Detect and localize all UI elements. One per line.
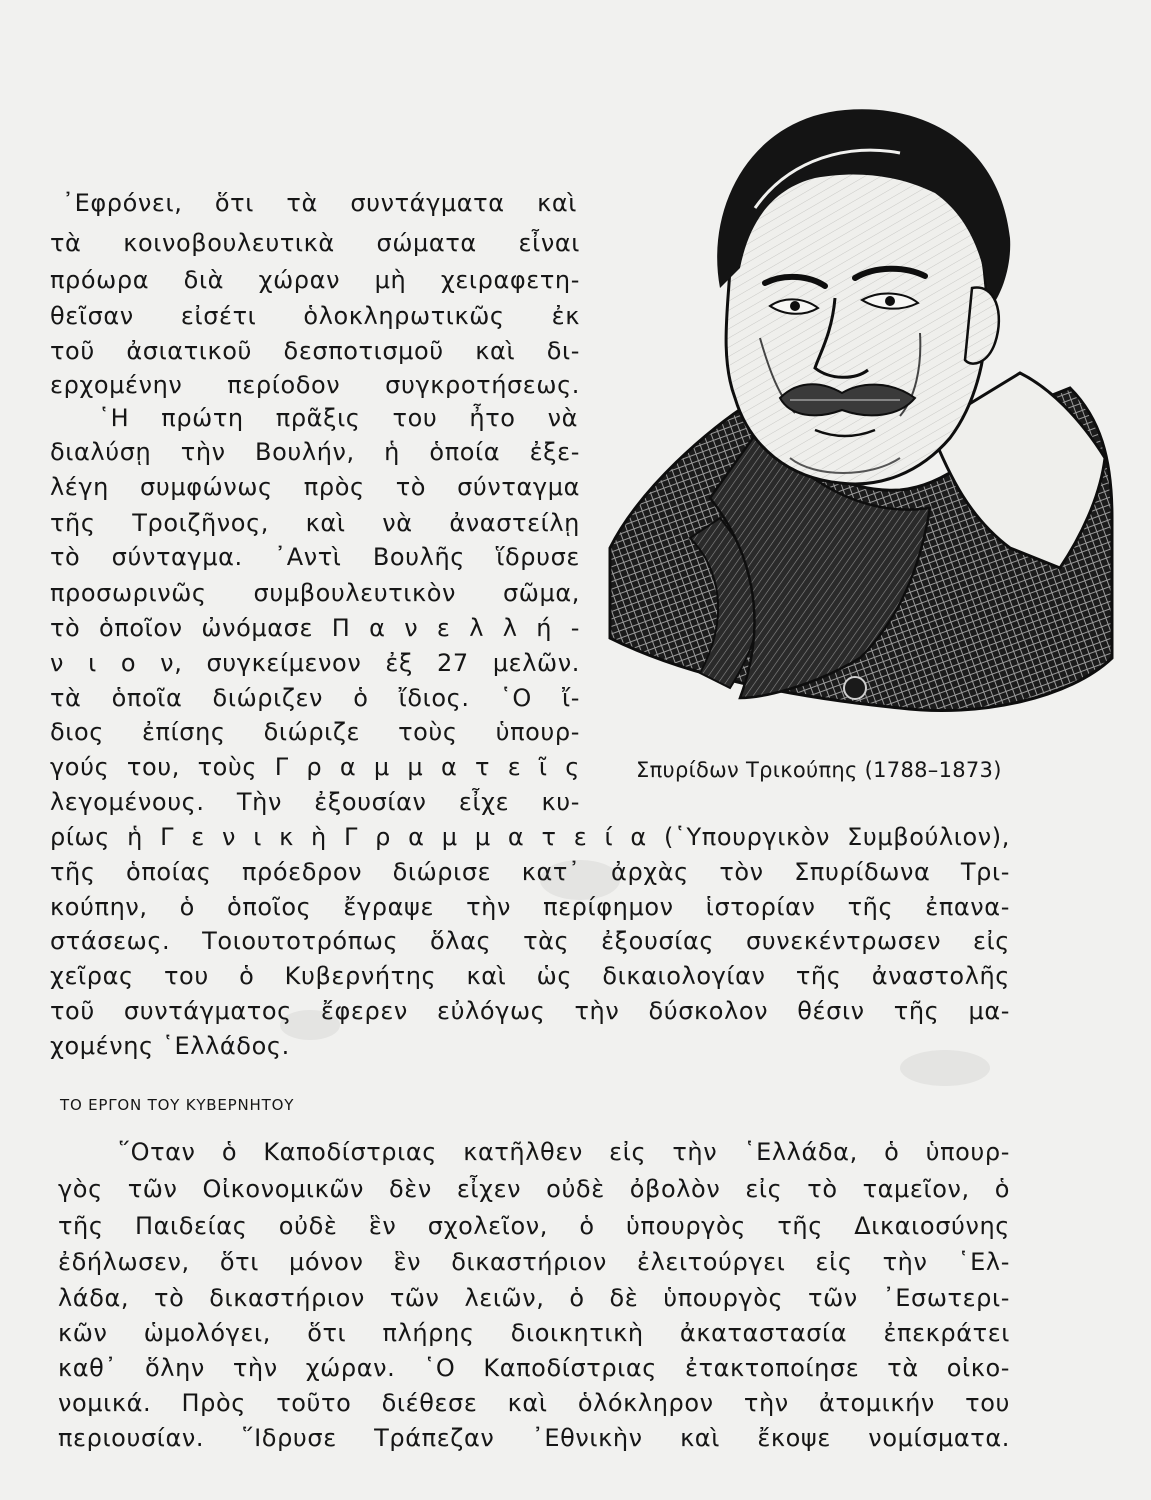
- portrait-engraving: [600, 98, 1115, 738]
- text-line: πρόωρα διὰ χώραν μὴ χειραφετη-: [50, 266, 580, 294]
- text-line: κῶν ὡμολόγει, ὅτι πλήρης διοικητικὴ ἀκαταστασία ἐπεκράτει: [58, 1319, 1010, 1347]
- text-line: τὰ κοινοβουλευτικὰ σώματα εἶναι: [50, 229, 580, 257]
- text-line: ν ι ο ν, συγκείμενον ἐξ 27 μελῶν.: [50, 649, 580, 677]
- text-line: ερχομένην περίοδον συγκροτήσεως.: [50, 371, 580, 399]
- text-line: λάδα, τὸ δικαστήριον τῶν λειῶν, ὁ δὲ ὑπουργὸς τῶν ᾿Εσωτερι-: [58, 1284, 1010, 1312]
- text-line: στάσεως. Τοιουτοτρόπως ὅλας τὰς ἐξουσίας συνεκέντρωσεν εἰς: [50, 927, 1010, 955]
- text-line: ἐδήλωσεν, ὅτι μόνον ἓν δικαστήριον ἐλειτούργει εἰς τὴν ῾Ελ-: [58, 1248, 1010, 1276]
- text-line: διος ἐπίσης διώριζε τοὺς ὑπουρ-: [50, 718, 580, 746]
- text-line: κούπην, ὁ ὁποῖος ἔγραψε τὴν περίφημον ἱστορίαν τῆς ἐπανα-: [50, 893, 1010, 921]
- text-line: τῆς Παιδείας οὐδὲ ἓν σχολεῖον, ὁ ὑπουργὸς τῆς Δικαιοσύνης: [58, 1212, 1010, 1240]
- text-line: τοῦ ἀσιατικοῦ δεσποτισμοῦ καὶ δι-: [50, 337, 580, 365]
- text-line: τῆς ὁποίας πρόεδρον διώρισε κατ᾿ ἀρχὰς τὸν Σπυρίδωνα Τρι-: [50, 858, 1010, 886]
- text-line: τῆς Τροιζῆνος, καὶ νὰ ἀναστείλῃ: [50, 509, 580, 537]
- text-line: διαλύσῃ τὴν Βουλήν, ἡ ὁποία ἐξε-: [50, 438, 580, 466]
- text-line: γὸς τῶν Οἰκονομικῶν δὲν εἶχεν οὐδὲ ὀβολὸν εἰς τὸ ταμεῖον, ὁ: [58, 1175, 1010, 1203]
- text-line: ῞Οταν ὁ Καποδίστριας κατῆλθεν εἰς τὴν ῾Ελλάδα, ὁ ὑπουρ-: [118, 1138, 1010, 1166]
- text-line: λέγη συμφώνως πρὸς τὸ σύνταγμα: [50, 473, 580, 501]
- text-line: τὸ σύνταγμα. ᾿Αντὶ Βουλῆς ἵδρυσε: [50, 543, 580, 571]
- portrait-caption: Σπυρίδων Τρικούπης (1788–1873): [636, 758, 1002, 782]
- text-line: ῾Η πρώτη πρᾶξις του ἦτο νὰ: [98, 404, 578, 432]
- text-line: γούς του, τοὺς Γ ρ α μ μ α τ ε ῖ ς: [50, 753, 580, 781]
- text-line: τὸ ὁποῖον ὠνόμασε Π α ν ε λ λ ή -: [50, 614, 580, 642]
- text-line: θεῖσαν εἰσέτι ὁλοκληρωτικῶς ἐκ: [50, 302, 580, 330]
- text-line: προσωρινῶς συμβουλευτικὸν σῶμα,: [50, 579, 580, 607]
- section-heading: ΤΟ ΕΡΓΟΝ ΤΟΥ ΚΥΒΕΡΝΗΤΟΥ: [60, 1096, 295, 1114]
- text-line: χεῖρας του ὁ Κυβερνήτης καὶ ὡς δικαιολογίαν τῆς ἀναστολῆς: [50, 962, 1010, 990]
- text-line: νομικά. Πρὸς τοῦτο διέθεσε καὶ ὁλόκληρον τὴν ἀτομικήν του: [58, 1389, 1010, 1417]
- text-line: χομένης ῾Ελλάδος.: [50, 1032, 290, 1060]
- text-line: τοῦ συντάγματος ἔφερεν εὐλόγως τὴν δύσκολον θέσιν τῆς μα-: [50, 997, 1010, 1025]
- text-line: ρίως ἡ Γ ε ν ι κ ὴ Γ ρ α μ μ α τ ε ί α (῾Υπουργικὸν Συμβούλιον),: [50, 823, 1010, 851]
- text-line: λεγομένους. Τὴν ἐξουσίαν εἶχε κυ-: [50, 788, 580, 816]
- text-line: τὰ ὁποῖα διώριζεν ὁ ἴδιος. ῾Ο ἴ-: [50, 684, 580, 712]
- text-line: περιουσίαν. ῞Ιδρυσε Τράπεζαν ᾿Εθνικὴν καὶ ἔκοψε νομίσματα.: [58, 1424, 1010, 1452]
- text-line: καθ᾿ ὅλην τὴν χώραν. ῾Ο Καποδίστριας ἐτακτοποίησε τὰ οἰκο-: [58, 1354, 1010, 1382]
- text-line: ᾿Εφρόνει, ὅτι τὰ συντάγματα καὶ: [62, 189, 577, 217]
